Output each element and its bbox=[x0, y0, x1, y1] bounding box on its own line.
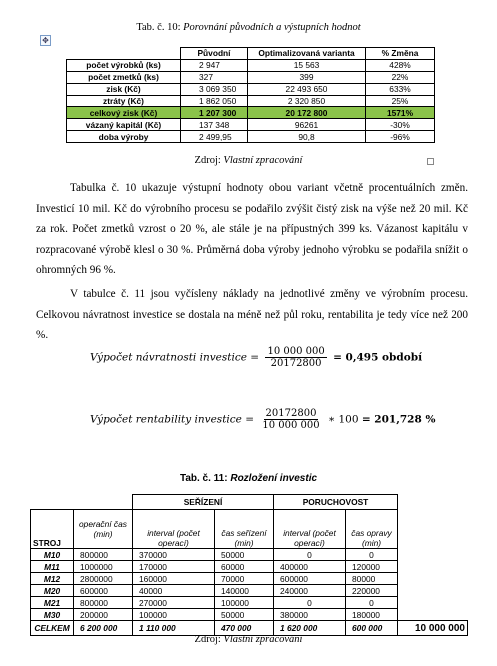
table11-cell: 40000 bbox=[133, 585, 215, 597]
table10-header-cell bbox=[67, 48, 181, 60]
table11-cell: 170000 bbox=[133, 561, 215, 573]
table11-header-cas-opravy: čas opravy (min) bbox=[346, 510, 398, 549]
table11-grand-total: 10 000 000 bbox=[398, 621, 468, 636]
formula-rentability-label: Výpočet rentability investice bbox=[90, 413, 242, 426]
table-move-handle-icon[interactable]: ✥ bbox=[40, 35, 51, 46]
table11-header-cas-serizeni: čas seřízení (min) bbox=[215, 510, 274, 549]
table10-cell: 20 172 800 bbox=[248, 107, 366, 119]
table10-row-label: zisk (Kč) bbox=[67, 83, 181, 95]
table11-cell: 370000 bbox=[133, 549, 215, 561]
table11-cell: 60000 bbox=[215, 561, 274, 573]
table11-cell: 70000 bbox=[215, 573, 274, 585]
table10-cell: 96261 bbox=[248, 119, 366, 131]
table11-cell: 400000 bbox=[274, 561, 346, 573]
table11-source-text: Vlastní zpracování bbox=[223, 634, 303, 645]
table11-total-cell: 6 200 000 bbox=[74, 621, 133, 636]
table10-row-label: počet zmetků (ks) bbox=[67, 71, 181, 83]
paragraph-1-text: Tabulka č. 10 ukazuje výstupní hodnoty obou variant včetně procentuálních změn. Investicí 10 mil. Kč do výrobního procesu se podařilo zvýšit čistý zisk na výše než 20 mil. Kč za rok. Počet zmetků vzrost o 20 %, ale stále je na přípustných 399 ks. Vázanost kapitálu v rozpracované výrobě klesl o 30 %. Průměrná doba výroby jednoho výrobku se podařila snížit o ohromných 96 %. bbox=[36, 182, 468, 277]
table11-caption bbox=[0, 473, 497, 484]
table10-cell: -30% bbox=[366, 119, 435, 131]
table10-row bbox=[67, 131, 435, 143]
table10-cell: 327 bbox=[181, 71, 248, 83]
table11-header-interval-poruchovost: interval (počet operací) bbox=[274, 510, 346, 549]
table11-cell: 200000 bbox=[74, 609, 133, 621]
table10-cell: 22 493 650 bbox=[248, 83, 366, 95]
table11-cell: 100000 bbox=[215, 597, 274, 609]
table11-row bbox=[31, 597, 468, 609]
paragraph-2-text: V tabulce č. 11 jsou vyčísleny náklady na jednotlivé změny ve výrobním procesu. Celkovou návratnost investice se dostala na méně než půl roku, rentabilita je tedy více než 200 %. bbox=[36, 288, 468, 342]
table11-caption-prefix: Tab. č. 11: bbox=[179, 473, 231, 484]
table11-header-interval-serizeni: interval (počet operací) bbox=[133, 510, 215, 549]
paragraph-1 bbox=[36, 178, 468, 281]
formula-payback-eq: = bbox=[250, 351, 260, 364]
table10-row-label: ztráty (Kč) bbox=[67, 95, 181, 107]
table11-cell: 800000 bbox=[74, 549, 133, 561]
table11-cell: 2800000 bbox=[74, 573, 133, 585]
table11-caption-title: Rozložení investic bbox=[230, 473, 318, 484]
formula-rentability-times: ∗ 100 bbox=[327, 413, 359, 426]
table11-cell: 180000 bbox=[346, 609, 398, 621]
table10-cell: 3 069 350 bbox=[181, 83, 248, 95]
paragraph-2 bbox=[36, 284, 468, 346]
table11-cell: 50000 bbox=[215, 609, 274, 621]
table10-row-label: doba výroby bbox=[67, 131, 181, 143]
table10-cell: 2 499,95 bbox=[181, 131, 248, 143]
table11-row bbox=[31, 549, 468, 561]
table10-caption-prefix: Tab. č. 10: bbox=[136, 22, 184, 33]
table11-source bbox=[0, 634, 497, 645]
table11-cell: 600000 bbox=[274, 573, 346, 585]
table11-total-cell: 600 000 bbox=[346, 621, 398, 636]
formula-payback-fraction bbox=[265, 346, 326, 369]
table11-machine-label: M30 bbox=[31, 609, 74, 621]
table10-cell: 2 320 850 bbox=[248, 95, 366, 107]
table10-row bbox=[67, 107, 435, 119]
table10-row-label: vázaný kapitál (Kč) bbox=[67, 119, 181, 131]
table11-cell: 220000 bbox=[346, 585, 398, 597]
table10-caption bbox=[0, 22, 497, 33]
table11-header-operacni-cas: operační čas (min) bbox=[74, 510, 133, 549]
table11-cell: 80000 bbox=[346, 573, 398, 585]
table11-cell: 600000 bbox=[74, 585, 133, 597]
table10-cell: 399 bbox=[248, 71, 366, 83]
table11-cell: 140000 bbox=[215, 585, 274, 597]
table10-cell: 428% bbox=[366, 59, 435, 71]
table11-cell: 50000 bbox=[215, 549, 274, 561]
table11-cell: 240000 bbox=[274, 585, 346, 597]
table10-row bbox=[67, 71, 435, 83]
table11-machine-label: M12 bbox=[31, 573, 74, 585]
table11-cell: 270000 bbox=[133, 597, 215, 609]
table10-row bbox=[67, 59, 435, 71]
table11-cell: 800000 bbox=[74, 597, 133, 609]
table10-cell: 90,8 bbox=[248, 131, 366, 143]
table10-cell: 2 947 bbox=[181, 59, 248, 71]
table11-cell: 0 bbox=[274, 597, 346, 609]
table11-row bbox=[31, 609, 468, 621]
table11-total-cell: 1 110 000 bbox=[133, 621, 215, 636]
table11-cell: 0 bbox=[346, 549, 398, 561]
table10-row-label: počet výrobků (ks) bbox=[67, 59, 181, 71]
table11-cell: 160000 bbox=[133, 573, 215, 585]
table10-header-cell: Původní bbox=[181, 48, 248, 60]
table10-row bbox=[67, 119, 435, 131]
table10-cell: 22% bbox=[366, 71, 435, 83]
table10-header-cell: % Změna bbox=[366, 48, 435, 60]
table11-cell: 1000000 bbox=[74, 561, 133, 573]
table10-header-row bbox=[67, 48, 435, 60]
table10 bbox=[66, 47, 435, 143]
table10-cell: -96% bbox=[366, 131, 435, 143]
table10-source-prefix: Zdroj: bbox=[194, 155, 224, 166]
formula-rentability-denominator: 10 000 000 bbox=[262, 420, 320, 431]
table11-row bbox=[31, 561, 468, 573]
table11-cell: 100000 bbox=[133, 609, 215, 621]
table11-cell: 0 bbox=[274, 549, 346, 561]
table11 bbox=[30, 494, 468, 636]
table10-cell: 15 563 bbox=[248, 59, 366, 71]
table10-caption-title: Porovnání původních a výstupních hodnot bbox=[183, 22, 361, 33]
table11-total-cell: 470 000 bbox=[215, 621, 274, 636]
table11-machine-label: M10 bbox=[31, 549, 74, 561]
table10-row bbox=[67, 95, 435, 107]
formula-payback bbox=[90, 346, 422, 369]
table10-source-text: Vlastní zpracování bbox=[223, 155, 303, 166]
table10-cell: 633% bbox=[366, 83, 435, 95]
table10-cell: 1 207 300 bbox=[181, 107, 248, 119]
formula-payback-result: = 0,495 období bbox=[333, 351, 423, 364]
formula-rentability-eq: = bbox=[245, 413, 255, 426]
table10-row bbox=[67, 83, 435, 95]
formula-payback-numerator: 10 000 000 bbox=[267, 346, 325, 357]
formula-payback-denominator: 20172800 bbox=[270, 358, 322, 369]
table11-cell: 0 bbox=[346, 597, 398, 609]
table11-group-serizeni: SEŘÍZENÍ bbox=[133, 495, 274, 510]
table11-cell: 120000 bbox=[346, 561, 398, 573]
table11-group-poruchovost: PORUCHOVOST bbox=[274, 495, 398, 510]
table11-row bbox=[31, 585, 468, 597]
formula-rentability-numerator: 20172800 bbox=[265, 408, 317, 419]
table11-cell: 380000 bbox=[274, 609, 346, 621]
table11-source-prefix: Zdroj: bbox=[194, 634, 224, 645]
table11-machine-label: M11 bbox=[31, 561, 74, 573]
table10-header-cell: Optimalizovaná varianta bbox=[248, 48, 366, 60]
formula-rentability-result: = 201,728 % bbox=[361, 413, 436, 426]
formula-payback-label: Výpočet návratnosti investice bbox=[90, 351, 247, 364]
table11-row bbox=[31, 573, 468, 585]
table10-cell: 1571% bbox=[366, 107, 435, 119]
table10-cell: 1 862 050 bbox=[181, 95, 248, 107]
table11-header-stroj: STROJ bbox=[31, 510, 74, 549]
table10-source bbox=[0, 155, 497, 166]
table11-machine-label: M21 bbox=[31, 597, 74, 609]
formula-rentability-fraction bbox=[260, 408, 321, 431]
table10-cell: 25% bbox=[366, 95, 435, 107]
formula-rentability bbox=[90, 408, 435, 431]
table11-machine-label: M20 bbox=[31, 585, 74, 597]
table10-row-label: celkový zisk (Kč) bbox=[67, 107, 181, 119]
table10-cell: 137 348 bbox=[181, 119, 248, 131]
table11-total-cell: 1 620 000 bbox=[274, 621, 346, 636]
table11-total-label: CELKEM bbox=[31, 621, 74, 636]
